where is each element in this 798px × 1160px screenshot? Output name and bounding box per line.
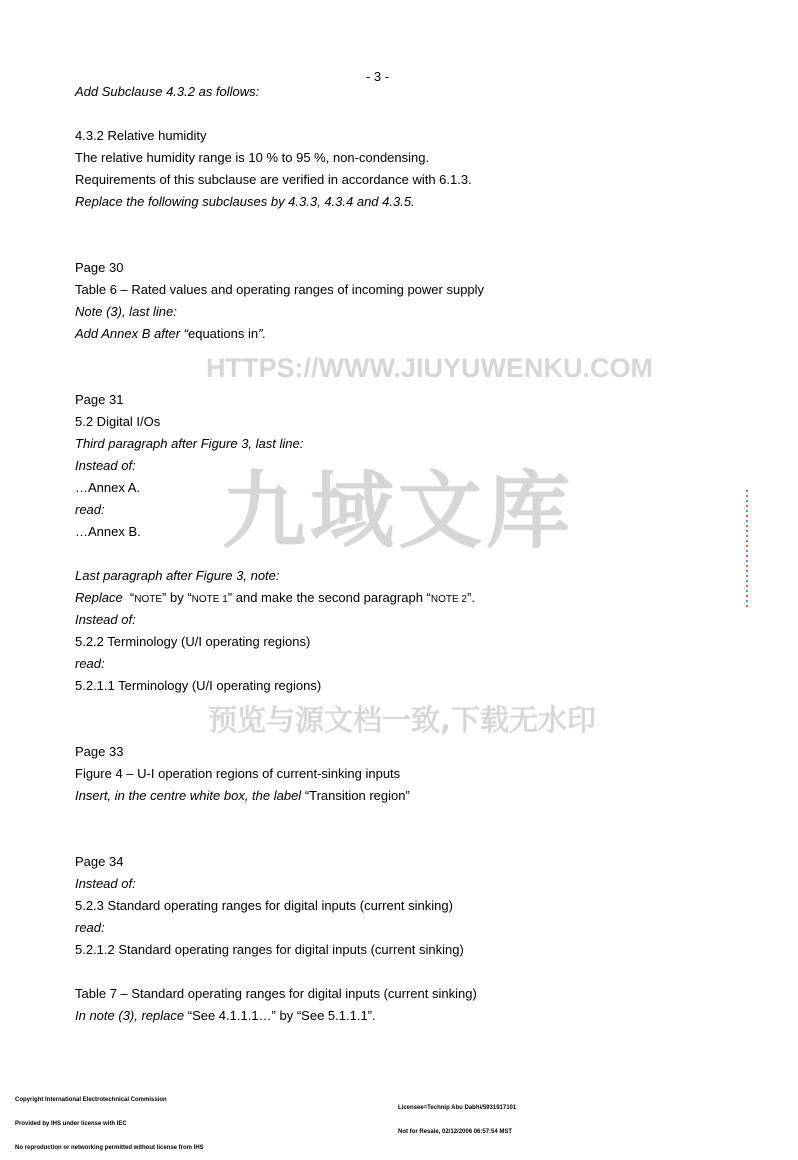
text-line [75, 854, 123, 870]
footer-left [15, 1080, 204, 1160]
text: 5.2.1.2 Standard operating ranges for digital inputs (current sinking) [75, 942, 464, 957]
italic-text: Instead of: [75, 612, 136, 627]
small-caps-text: NOTE [134, 594, 163, 605]
text-line [75, 744, 123, 760]
italic-text: In note (3), replace [75, 1008, 188, 1023]
italic-text: read: [75, 502, 105, 517]
text-line [75, 326, 266, 342]
text-line [75, 656, 105, 672]
text-line [75, 788, 410, 804]
page-edge-marker [746, 490, 748, 608]
text: Table 7 – Standard operating ranges for digital inputs (current sinking) [75, 986, 477, 1001]
text: 5.2 Digital I/Os [75, 414, 161, 429]
text: Page 30 [75, 260, 124, 275]
text: The relative humidity range is 10 % to 95 %, non-condensing. [75, 150, 430, 165]
italic-text: Insert, in the centre white box, the label [75, 788, 305, 803]
text-line [75, 392, 123, 408]
text: …Annex B. [75, 524, 141, 539]
text-line [75, 634, 310, 650]
text: ” and make the second paragraph “ [227, 590, 431, 605]
italic-text: Note (3), last line: [75, 304, 177, 319]
text: Page 33 [75, 744, 124, 759]
text: 5.2.3 Standard operating ranges for digital inputs (current sinking) [75, 898, 453, 913]
footer-provider: Provided by IHS under license with IEC [15, 1121, 127, 1127]
text-line [75, 282, 484, 298]
text: “Transition region” [304, 788, 410, 803]
text: 4.3.2 Relative humidity [75, 128, 207, 143]
italic-text: Instead of: [75, 876, 136, 891]
small-caps-text: NOTE 1 [191, 594, 228, 605]
italic-text: Third paragraph after Figure 3, last line: [75, 436, 304, 451]
text-line [75, 414, 160, 430]
text: 5.2.1.1 Terminology (U/I operating regions) [75, 678, 322, 693]
text: Table 6 – Rated values and operating ranges of incoming power supply [75, 282, 485, 297]
page-number: - 3 - [365, 69, 390, 84]
text-line [75, 84, 259, 100]
text-line [75, 304, 177, 320]
text-line [75, 502, 105, 518]
text-line [75, 876, 136, 892]
text: “ [122, 590, 135, 605]
text-line [75, 194, 415, 210]
italic-text: Instead of: [75, 458, 136, 473]
text-line [75, 920, 105, 936]
text-line [75, 128, 207, 144]
footer-restriction: No reproduction or networking permitted without license from IHS [15, 1145, 204, 1151]
watermark-note: 预览与源文档一致,下载无水印 [208, 703, 597, 737]
text-line [75, 986, 477, 1002]
text: 5.2.2 Terminology (U/I operating regions) [75, 634, 311, 649]
italic-text: Last paragraph after Figure 3, note: [75, 568, 280, 583]
text-line [75, 766, 400, 782]
italic-text: Add Annex B after “ [75, 326, 188, 341]
footer-copyright: Copyright International Electrotechnical Commission [15, 1097, 167, 1103]
text-line [75, 898, 453, 914]
text-line [75, 612, 136, 628]
italic-text: read: [75, 920, 105, 935]
text: equations in [187, 326, 259, 341]
italic-text: read: [75, 656, 105, 671]
small-caps-text: NOTE 2 [430, 594, 467, 605]
italic-text: Replace the following subclauses by 4.3.3, 4.3.4 and 4.3.5. [75, 194, 415, 209]
text-line [75, 458, 136, 474]
text: Page 31 [75, 392, 124, 407]
text: Page 34 [75, 854, 124, 869]
text-line [75, 942, 464, 958]
text-line [75, 436, 303, 452]
text: ” by “ [162, 590, 192, 605]
italic-text: Add Subclause 4.3.2 as follows: [75, 84, 260, 99]
text-line [75, 524, 141, 540]
text: Requirements of this subclause are verified in accordance with 6.1.3. [75, 172, 472, 187]
text: …Annex A. [75, 480, 141, 495]
text-line [75, 678, 321, 694]
text-line [75, 260, 123, 276]
text-line [75, 568, 280, 584]
text-line [75, 150, 429, 166]
italic-text: ”. [258, 326, 267, 341]
text-line [75, 1008, 376, 1024]
text-line [75, 172, 472, 188]
footer-resale: Not for Resale, 02/12/2006 06:57:54 MST [398, 1129, 513, 1135]
text: Figure 4 – U-I operation regions of current-sinking inputs [75, 766, 401, 781]
watermark-title: 九域文库 [222, 462, 575, 560]
text-line [75, 590, 475, 608]
text: ”. [467, 590, 475, 605]
footer-right [398, 1088, 516, 1144]
footer-licensee: Licensee=Technip Abu Dabhi/5931917101 [398, 1105, 517, 1111]
text: “See 4.1.1.1…” by “See 5.1.1.1”. [187, 1008, 376, 1023]
text-line [75, 480, 140, 496]
watermark-url: HTTPS://WWW.JIUYUWENKU.COM [206, 353, 653, 383]
italic-text: Replace [75, 590, 123, 605]
